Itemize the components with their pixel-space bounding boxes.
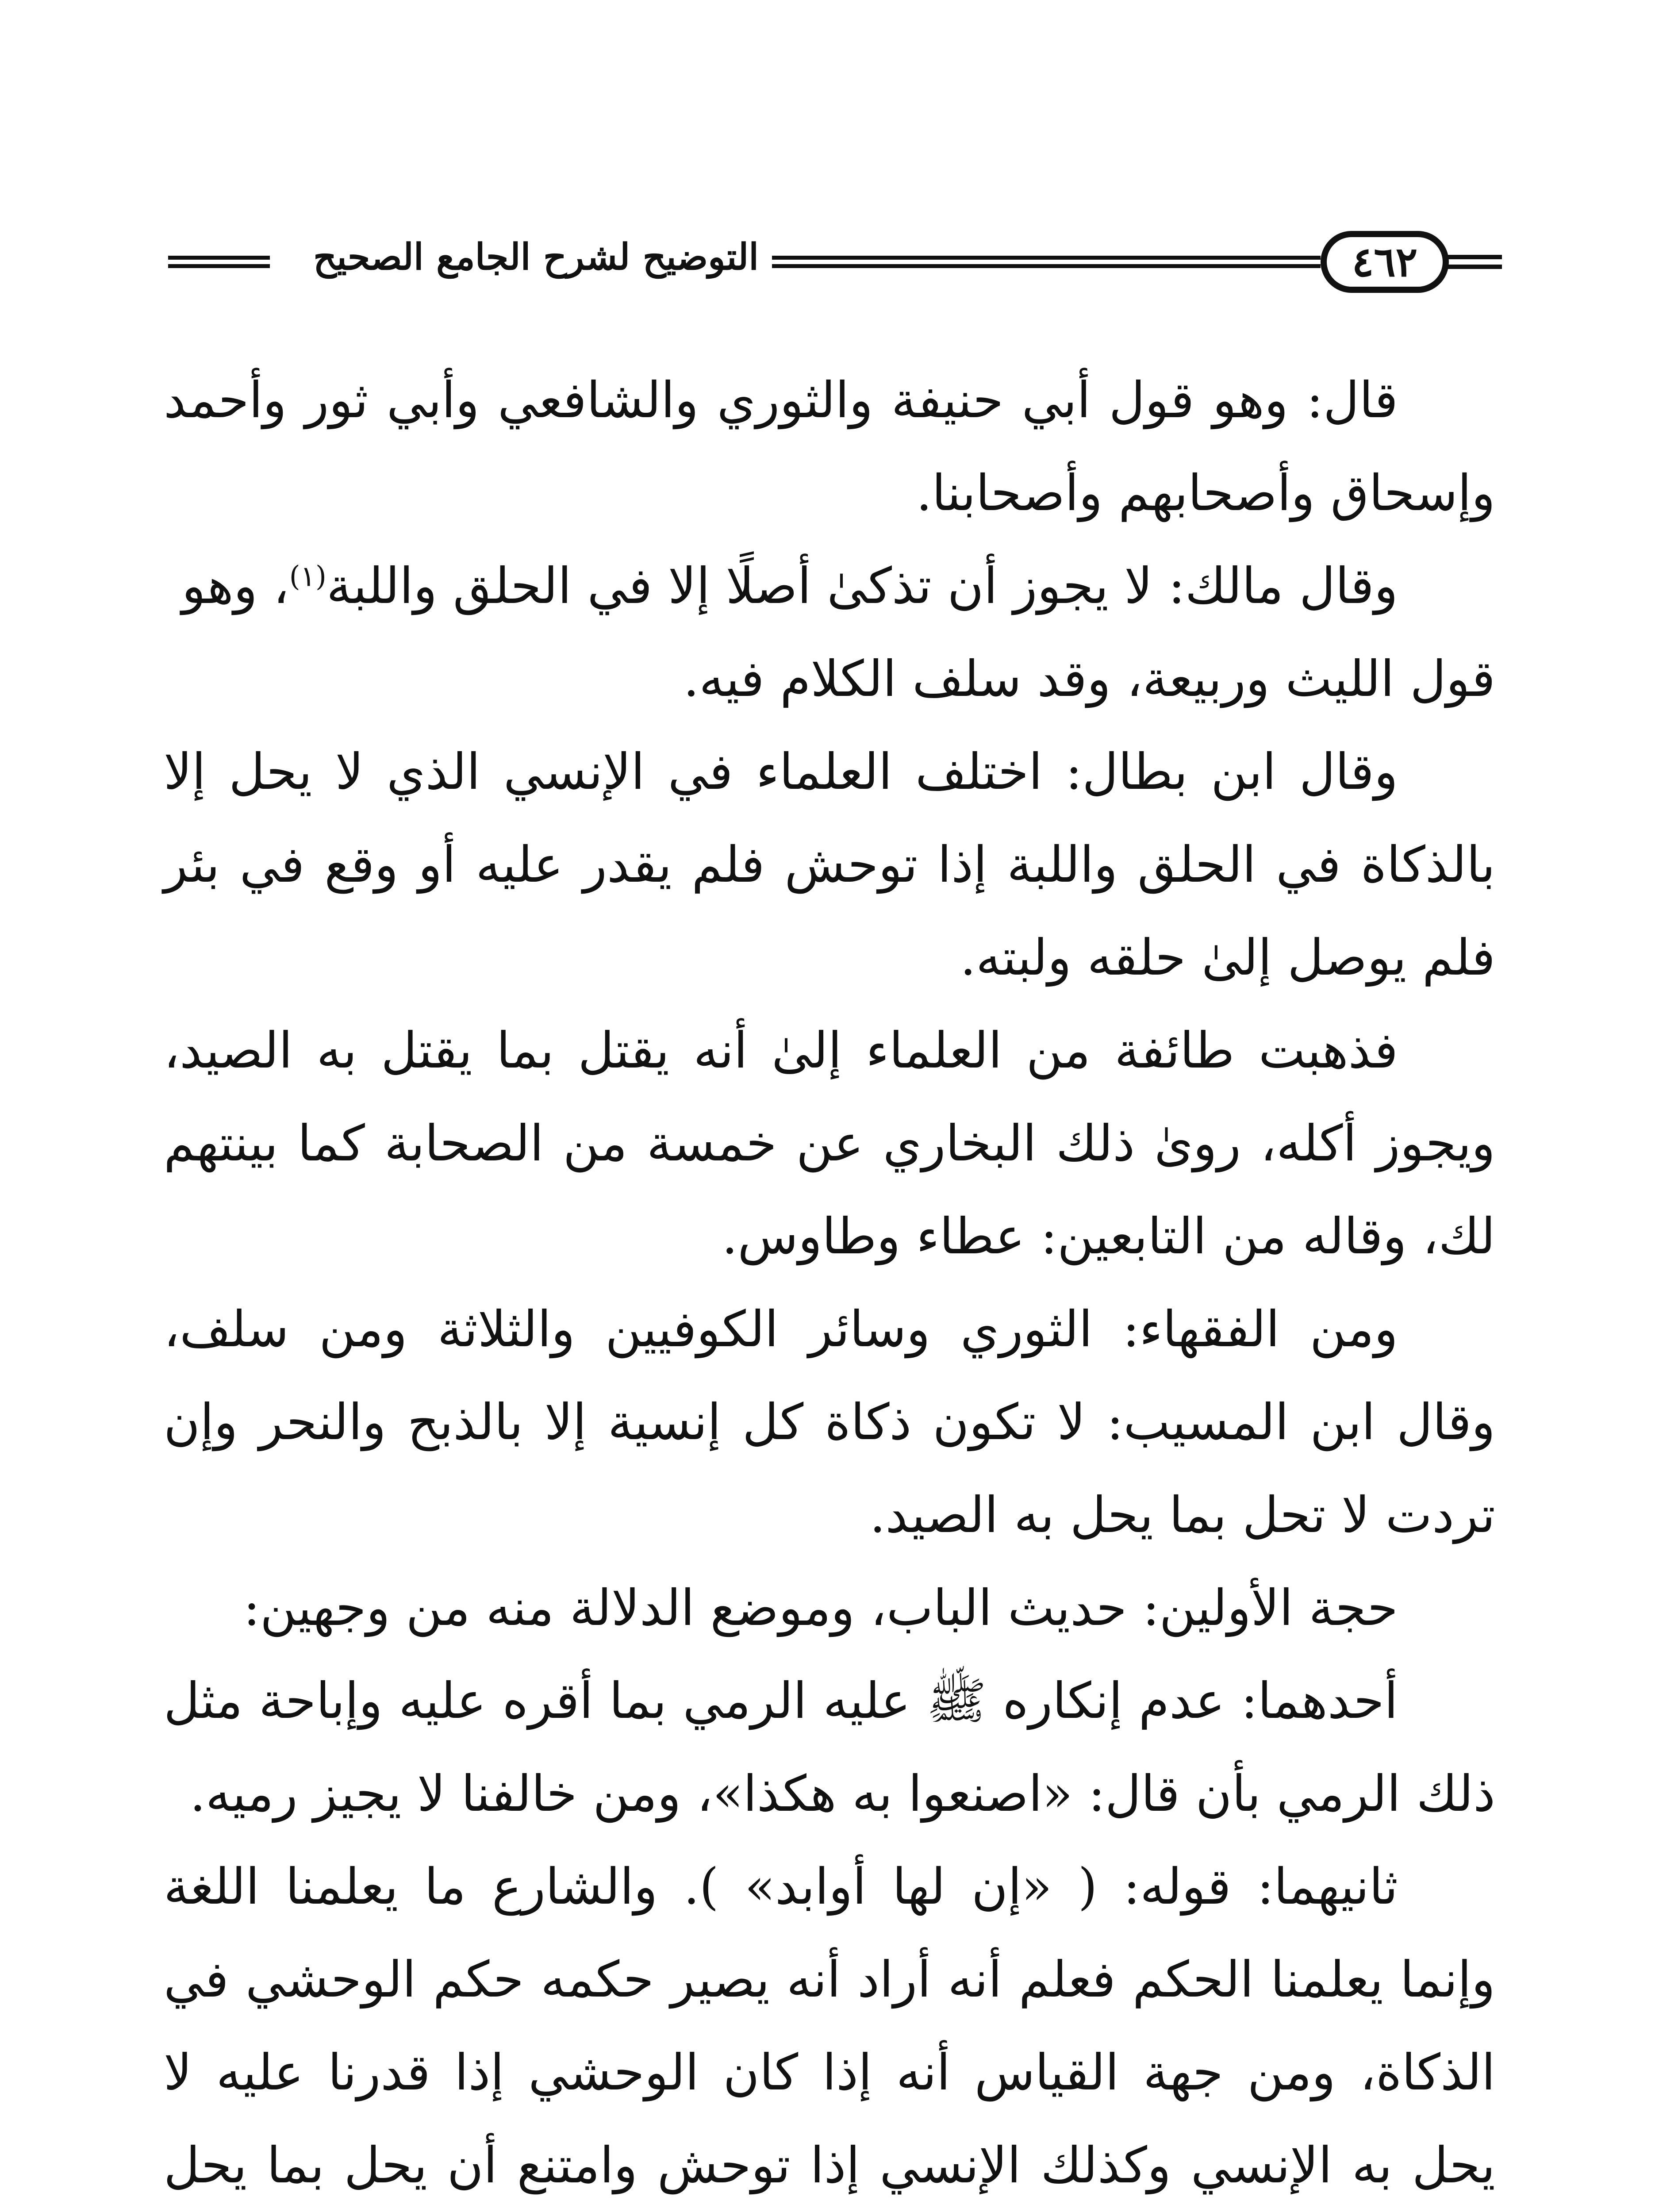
paragraph-text-tail: ، وهو — [181, 557, 289, 615]
page-number: ٤٦٢ — [1352, 238, 1418, 286]
paragraph: وقال ابن بطال: اختلف العلماء في الإنسي الذي لا يحل إلا بالذكاة في الحلق واللبة إذا توحش فلم يقدر عليه أو وقع في بئر فلم يوصل إلىٰ حلقه ولبته. — [164, 743, 1495, 987]
paragraph-maliki — [164, 540, 1495, 633]
paragraph-continuation: قول الليث وربيعة، وقد سلف الكلام فيه. — [683, 650, 1495, 708]
paragraph: حجة الأولين: حديث الباب، وموضع الدلالة منه من وجهين: — [243, 1579, 1398, 1637]
paragraph: أحدهما: عدم إنكاره ﷺ عليه الرمي بما أقره عليه وإباحة مثل ذلك الرمي بأن قال: «اصنعوا به هكذا»، ومن خالفنا لا يجيز رميه. — [164, 1672, 1495, 1823]
header-arrow-tip — [1444, 255, 1502, 269]
paragraph: ثانيهما: قوله: ( «إن لها أوابد» ). والشارع ما يعلمنا اللغة وإنما يعلمنا الحكم فعلم أنه أراد أنه يصير حكمه حكم الوحشي في الذكاة، ومن جهة القياس أنه إذا كان الوحشي إذا قدرنا عليه لا يحل به الإنسي وكذلك الإنسي إذا توحش وامتنع أن يحل بما يحل — [164, 1858, 1495, 2194]
header-double-rule — [772, 256, 1321, 268]
paragraph-text: وقال مالك: لا يجوز أن تذكىٰ أصلًا إلا في الحلق واللبة — [326, 557, 1398, 615]
paragraph: ومن الفقهاء: الثوري وسائر الكوفيين والثلاثة ومن سلف، وقال ابن المسيب: لا تكون ذكاة كل إنسية إلا بالذبح والنحر وإن تردت لا تحل بما يحل به الصيد. — [164, 1301, 1495, 1544]
header-double-rule-left — [168, 256, 270, 268]
paragraph: قال: وهو قول أبي حنيفة والثوري والشافعي وأبي ثور وأحمد وإسحاق وأصحابهم وأصحابنا. — [164, 372, 1495, 522]
running-title: التوضيح لشرح الجامع الصحيح — [313, 236, 759, 278]
page-number-frame — [1321, 231, 1449, 293]
footnote-reference[interactable]: (١) — [289, 560, 326, 593]
page-header — [159, 226, 1502, 301]
paragraph: فذهبت طائفة من العلماء إلىٰ أنه يقتل بما يقتل به الصيد، ويجوز أكله، روىٰ ذلك البخاري عن خمسة من الصحابة كما بينتهم لك، وقاله من التابعين: عطاء وطاوس. — [164, 1022, 1495, 1265]
main-text — [164, 354, 1495, 2212]
